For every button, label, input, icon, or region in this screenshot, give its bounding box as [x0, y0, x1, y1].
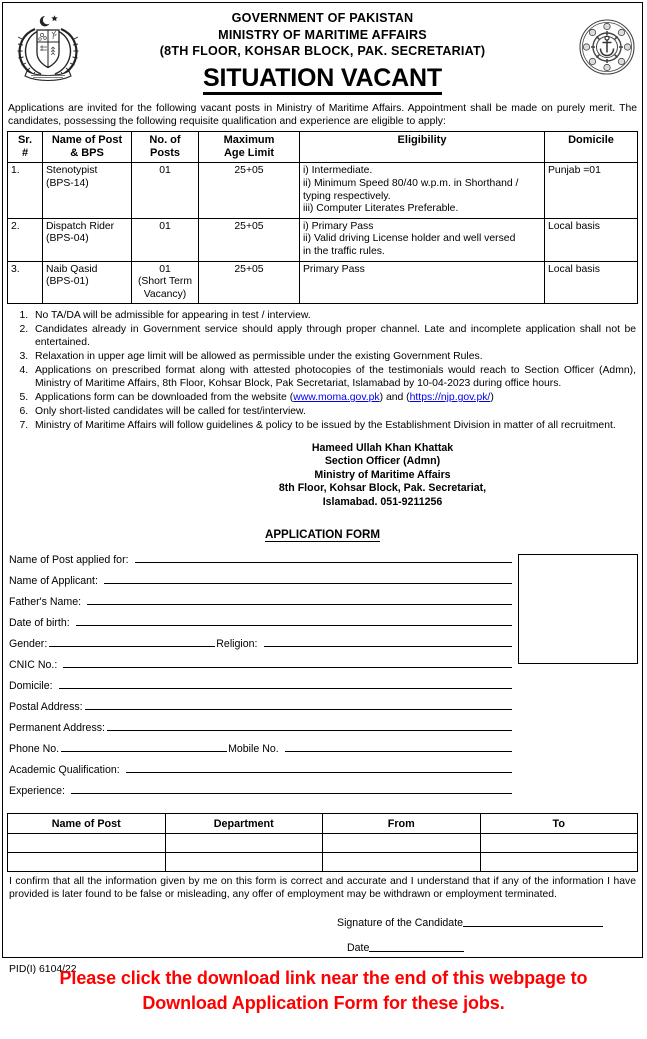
condition-item: 1. No TA/DA will be admissible for appearing in test / interview. — [31, 309, 636, 322]
input-date[interactable] — [369, 941, 464, 952]
column-header-domicile: Domicile — [545, 132, 638, 163]
njp-website-link[interactable]: https://njp.gov.pk/ — [409, 392, 491, 404]
officer-ministry: Ministry of Maritime Affairs — [314, 468, 451, 481]
input-name-of-post[interactable] — [135, 551, 512, 563]
cell-exp-name-of-post[interactable] — [8, 834, 166, 853]
label-name-of-post: Name of Post applied for: — [9, 554, 129, 567]
condition-item-downloads — [31, 391, 636, 404]
input-academic-qualification[interactable] — [126, 761, 512, 773]
input-permanent-address[interactable] — [107, 719, 512, 731]
input-mobile-no[interactable] — [285, 740, 512, 752]
column-header-exp-to: To — [480, 814, 638, 834]
cell-max-age: 25+05 — [199, 163, 300, 218]
cell-exp-from[interactable] — [323, 853, 481, 872]
document-frame — [2, 2, 643, 976]
field-row-phone-mobile — [9, 740, 512, 761]
cell-max-age: 25+05 — [199, 261, 300, 304]
label-mobile-no: Mobile No. — [228, 743, 279, 756]
condition5-post: ) — [490, 392, 494, 404]
officer-city-phone: Islamabad. 051-9211256 — [322, 495, 443, 508]
government-line: GOVERNMENT OF PAKISTAN — [231, 11, 414, 25]
pid-number: PID(I) 6104/22 — [9, 964, 77, 976]
download-instruction-note — [0, 966, 647, 1016]
photo-box — [518, 554, 638, 664]
label-signature-of-candidate: Signature of the Candidate — [337, 917, 464, 930]
column-header-exp-name-of-post: Name of Post — [8, 814, 166, 834]
condition5-pre: Applications form can be downloaded from the website ( — [35, 392, 294, 404]
column-header-max-age-limit: Maximum Age Limit — [199, 132, 300, 163]
field-row-permanent-address — [9, 719, 512, 740]
condition-item: 7. Ministry of Maritime Affairs will follow guidelines & policy to be issued by the Establishment Division in matter of all recruitment. — [31, 419, 636, 432]
field-row-academic-qualification — [9, 761, 512, 782]
label-academic-qualification: Academic Qualification: — [9, 764, 120, 777]
moma-website-link[interactable]: www.moma.gov.pk — [293, 392, 380, 404]
field-row-gender-religion — [9, 635, 512, 656]
download-note-line-2: Download Application Form for these jobs. — [142, 993, 505, 1013]
vacancy-table-header-row — [8, 132, 638, 163]
input-experience[interactable] — [71, 782, 512, 794]
application-form-title: APPLICATION FORM — [264, 528, 381, 542]
header-titles — [7, 6, 638, 95]
input-religion[interactable] — [264, 635, 512, 647]
field-row-date-of-birth — [9, 614, 512, 635]
cell-exp-to[interactable] — [480, 853, 638, 872]
cell-sr: 2. — [8, 218, 43, 261]
ministry-line: MINISTRY OF MARITIME AFFAIRS — [218, 27, 427, 42]
column-header-exp-department: Department — [165, 814, 323, 834]
date-row — [7, 941, 638, 954]
column-header-sr: Sr. # — [8, 132, 43, 163]
application-form-area — [7, 551, 638, 803]
signature-of-candidate-row — [7, 916, 638, 929]
table-row — [8, 834, 638, 853]
input-signature-of-candidate[interactable] — [463, 916, 603, 927]
cell-domicile: Punjab =01 — [545, 163, 638, 218]
condition-item: 4. Applications on prescribed format along with attested photocopies of the testimonials would reach to Section Officer (Admn), Ministry of Maritime Affairs, 8th Floor, Kohsar Block, Pak Secretariat, Islamabad by 10-04-2023 during office hours. — [31, 364, 636, 391]
cell-sr: 3. — [8, 261, 43, 304]
cell-no-of-posts: 01 (Short Term Vacancy) — [132, 261, 199, 304]
input-phone-no[interactable] — [61, 740, 227, 752]
input-postal-address[interactable] — [85, 698, 512, 710]
conditions-list — [7, 309, 638, 432]
cell-exp-to[interactable] — [480, 834, 638, 853]
column-header-eligibility: Eligibility — [300, 132, 545, 163]
cell-exp-from[interactable] — [323, 834, 481, 853]
label-permanent-address: Permanent Address: — [9, 722, 105, 735]
cell-eligibility: i) Intermediate. ii) Minimum Speed 80/40 w.p.m. in Shorthand / typing respectively. iii) Computer Literates Preferable. — [300, 163, 545, 218]
page-title: SITUATION VACANT — [203, 64, 442, 95]
label-date: Date — [347, 942, 370, 955]
cell-max-age: 25+05 — [199, 218, 300, 261]
input-date-of-birth[interactable] — [76, 614, 512, 626]
ministry-maritime-affairs-seal-icon — [578, 18, 636, 76]
cell-eligibility: Primary Pass — [300, 261, 545, 304]
input-domicile[interactable] — [59, 677, 512, 689]
field-row-cnic — [9, 656, 512, 677]
cell-sr: 1. — [8, 163, 43, 218]
experience-table-header-row — [8, 814, 638, 834]
vacancy-table — [7, 131, 638, 304]
experience-table — [7, 813, 638, 872]
cell-eligibility: i) Primary Pass ii) Valid driving License holder and well versed in the traffic rules. — [300, 218, 545, 261]
authority-signature-block — [7, 442, 638, 509]
download-note-line-1: Please click the download link near the end of this webpage to — [59, 968, 588, 988]
intro-paragraph: Applications are invited for the following vacant posts in Ministry of Maritime Affairs. Appointment shall be made on purely merit. The candidates, possessing the following requisite qualification and experience are eligible to apply: — [8, 103, 637, 128]
cell-exp-department[interactable] — [165, 853, 323, 872]
officer-name: Hameed Ullah Khan Khattak — [311, 442, 454, 455]
field-row-domicile — [9, 677, 512, 698]
cell-exp-department[interactable] — [165, 834, 323, 853]
document-header — [7, 6, 638, 102]
table-row — [8, 163, 638, 218]
declaration-text: I confirm that all the information given by me on this form is correct and accurate and I understand that if any of the information I have provided is later found to be false or misleading, any offer of employment may be withdrawn or employment terminated. — [9, 876, 636, 901]
field-row-name-of-applicant — [9, 572, 512, 593]
cell-post-name: Dispatch Rider (BPS-04) — [43, 218, 132, 261]
cell-no-of-posts: 01 — [132, 218, 199, 261]
officer-designation: Section Officer (Admn) — [324, 455, 441, 468]
column-header-name-of-post: Name of Post & BPS — [43, 132, 132, 163]
field-row-name-of-post — [9, 551, 512, 572]
condition-item: 6. Only short-listed candidates will be called for test/interview. — [31, 405, 636, 418]
input-fathers-name[interactable] — [87, 593, 512, 605]
label-religion: Religion: — [216, 638, 258, 651]
cell-post-name: Naib Qasid (BPS-01) — [43, 261, 132, 304]
label-date-of-birth: Date of birth: — [9, 617, 70, 630]
label-domicile: Domicile: — [9, 680, 53, 693]
cell-post-name: Stenotypist (BPS-14) — [43, 163, 132, 218]
label-phone-no: Phone No. — [9, 743, 60, 756]
condition-item: 2. Candidates already in Government service should apply through proper channel. Late and incomplete application shall not be entertained. — [31, 323, 636, 350]
cell-exp-name-of-post[interactable] — [8, 853, 166, 872]
label-name-of-applicant: Name of Applicant: — [9, 575, 98, 588]
field-row-postal-address — [9, 698, 512, 719]
pakistan-state-emblem-icon — [9, 9, 87, 85]
label-postal-address: Postal Address: — [9, 701, 83, 714]
input-gender[interactable] — [49, 635, 215, 647]
column-header-exp-from: From — [323, 814, 481, 834]
condition5-mid: ) and ( — [379, 392, 410, 404]
officer-address: 8th Floor, Kohsar Block, Pak. Secretariat, — [278, 482, 487, 495]
input-name-of-applicant[interactable] — [104, 572, 512, 584]
input-cnic[interactable] — [63, 656, 512, 668]
field-row-experience — [9, 782, 512, 803]
table-row — [8, 261, 638, 304]
cell-domicile: Local basis — [545, 218, 638, 261]
label-gender: Gender: — [9, 638, 48, 651]
table-row — [8, 853, 638, 872]
cell-no-of-posts: 01 — [132, 163, 199, 218]
cell-domicile: Local basis — [545, 261, 638, 304]
label-cnic: CNIC No.: — [9, 659, 58, 672]
field-row-fathers-name — [9, 593, 512, 614]
condition-item: 3. Relaxation in upper age limit will be allowed as permissible under the existing Government Rules. — [31, 350, 636, 363]
label-experience: Experience: — [9, 785, 65, 798]
address-line: (8TH FLOOR, KOHSAR BLOCK, PAK. SECRETARIAT) — [159, 44, 486, 58]
column-header-no-of-posts: No. of Posts — [132, 132, 199, 163]
label-fathers-name: Father's Name: — [9, 596, 82, 609]
table-row — [8, 218, 638, 261]
